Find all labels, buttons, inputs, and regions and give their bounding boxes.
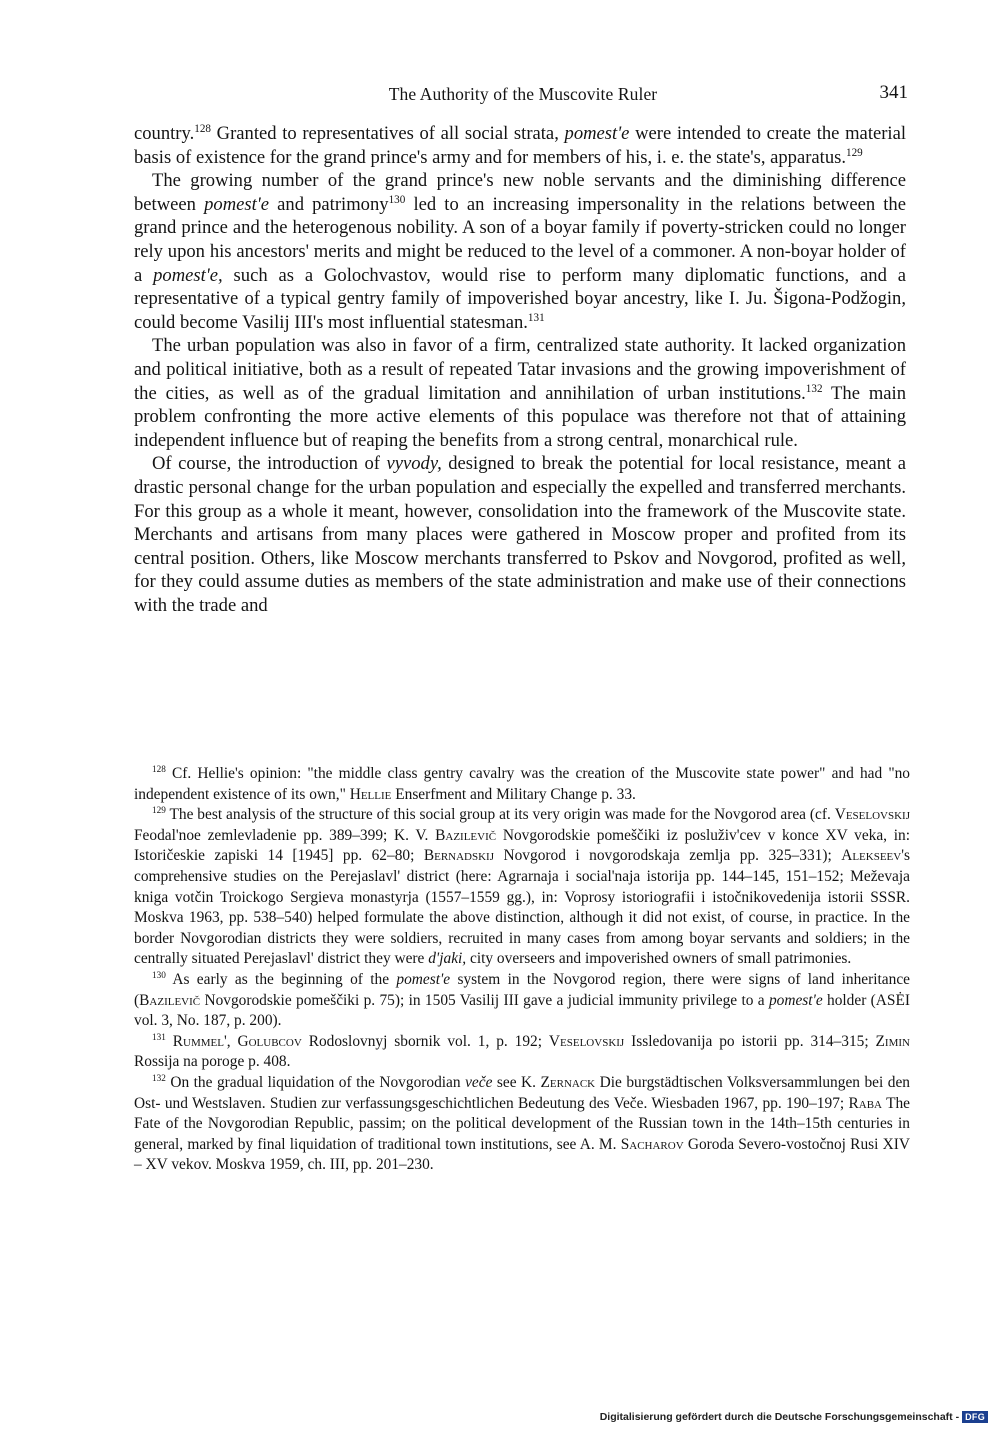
footnote: $^{132}$ On the gradual liquidation of the Novgorodian veče see K. Zernack Die burgstädtischen Volksversammlungen bei den Ost- und Westslaven. Studien zur verfassungsgeschichtlichen Bedeutung des Veče. Wiesbaden 1967, pp. 190–197; Raba The Fate of the Novgorodian Republic, passim; on the political development of the Russian town in the 14th–15th centuries in general, marked by final liquidation of traditional town institutions, see A. M. Sacharov Goroda Severo-vostočnoj Rusi XIV – XV vekov. Moskva 1959, ch. III, pp. 201–230. [134,1072,911,1174]
paragraph: The urban population was also in favor of a firm, centralized state authority. It lacked organization and political initiative, both as a result of repeated Tatar invasions and the growing impoverishment of the cities, as well as of the gradual limitation and annihilation of urban institutions.$^{132}$ The main problem confronting the more active elements of this populace was therefore not that of attaining independent influence but of reaping the benefits from a strong central, monarchical rule. [134,335,906,451]
footnotes [134,764,910,1176]
footnote-ref[interactable]: 130 [388,193,406,206]
digitization-note [600,1411,988,1423]
footnote: $^{130}$ As early as the beginning of the pomest'e system in the Novgorod region, there were signs of land inheritance (Bazilevič Novgorodskie pomeščiki p. 75); in 1505 Vasilij III gave a judicial immunity privilege to a pomest'e holder (ASĖI vol. 3, No. 187, p. 200). [134,969,910,1030]
paragraph: The growing number of the grand prince's new noble servants and the diminishing difference between pomest'e and patrimony$^{130}$ led to an increasing impersonality in the relations between the grand prince and the heterogenous nobility. A son of a boyar family if poverty-stricken could no longer rely upon his ancestors' merits and might be reduced to the level of a commoner. A non-boyar holder of a pomest'e, such as a Golochvastov, would rise to perform many diplomatic functions, and a representative of a typical gentry family of impoverished boyar ancestry, like I. Ju. Šigona-Podžogin, could become Vasilij III's most influential statesman.$^{131}$ [134,170,906,333]
footnote-number: 131 [152,1031,166,1042]
footnote-number: 128 [152,763,166,774]
paragraph: Of course, the introduction of vyvody, designed to break the potential for local resistance, meant a drastic personal change for the urban population and especially the expelled and transferred merchants. For this group as a whole it meant, however, consolidation into the framework of the Muscovite state. Merchants and artisans from many places were gathered in Moscow proper and profited from its central position. Others, like Moscow merchants transferred to Pskov and Novgorod, profited as well, for they could assume duties as members of the state administration and make use of their connections with the trade and [134,453,907,616]
footnote: $^{131}$ Rummel', Golubcov Rodoslovnyj sbornik vol. 1, p. 192; Veselovskij Issledovanija po istorii pp. 314–315; Zimin Rossija na poroge p. 408. [134,1031,910,1071]
footnote-ref[interactable]: 128 [194,122,211,135]
running-title: The Authority of the Muscovite Ruler [388,84,658,104]
paragraph: country.$^{128}$ Granted to representatives of all social strata, pomest'e were intended to create the material basis of existence for the grand prince's army and for members of his, i. e. the state's, apparatus.$^{129}$ [134,122,907,168]
footnote: $^{128}$ Cf. Hellie's opinion: "the middle class gentry cavalry was the creation of the Muscovite state power" and had "no independent existence of its own," Hellie Enserfment and Military Change p. 33. [134,763,910,803]
page-number: 341 [879,82,908,103]
footnote-ref[interactable]: 129 [846,146,863,159]
footnote: $^{129}$ The best analysis of the structure of this social group at its very origin was made for the Novgorod area (cf. Veselovskij Feodal'noe zemlevladenie pp. 389–399; K. V. Bazilevič Novgorodskie pomeščiki iz posluživ'cev v konce XV veka, in: Istoričeskie zapiski 14 [1945] pp. 62–80; Bernadskij Novgorod i novgorodskaja zemlja pp. 325–331); Alekseev's comprehensive studies on the Perejaslavl' district (here: Agrarnaja i social'naja istorija pp. 144–145, 151–152; Meževaja kniga votčin Troickogo Sergieva monastyrja (1557–1559 gg.), in: Voprosy istoriografii i istočnikovedenija istorii SSSR. Moskva 1963, pp. 538–540) helped formulate the above distinction, although it did not exist, of course, in practice. In the border Novgorodian districts they were soldiers, recruited in many cases from among boyar servants and soldiers; in the centrally situated Perejaslavl' district they were d'jaki, city overseers and impoverished owners of small patrimonies. [134,805,910,968]
footnote-ref[interactable]: 131 [527,311,545,324]
digitization-text: Digitalisierung gefördert durch die Deutsche Forschungsgemeinschaft - [599,1411,960,1423]
body-text [134,122,906,617]
running-head [138,84,908,108]
footnote-number: 132 [152,1072,166,1083]
footnote-number: 130 [152,969,166,980]
footnote-ref[interactable]: 132 [805,382,823,395]
footnote-number: 129 [152,805,166,816]
dfg-logo: DFG [962,1411,988,1423]
